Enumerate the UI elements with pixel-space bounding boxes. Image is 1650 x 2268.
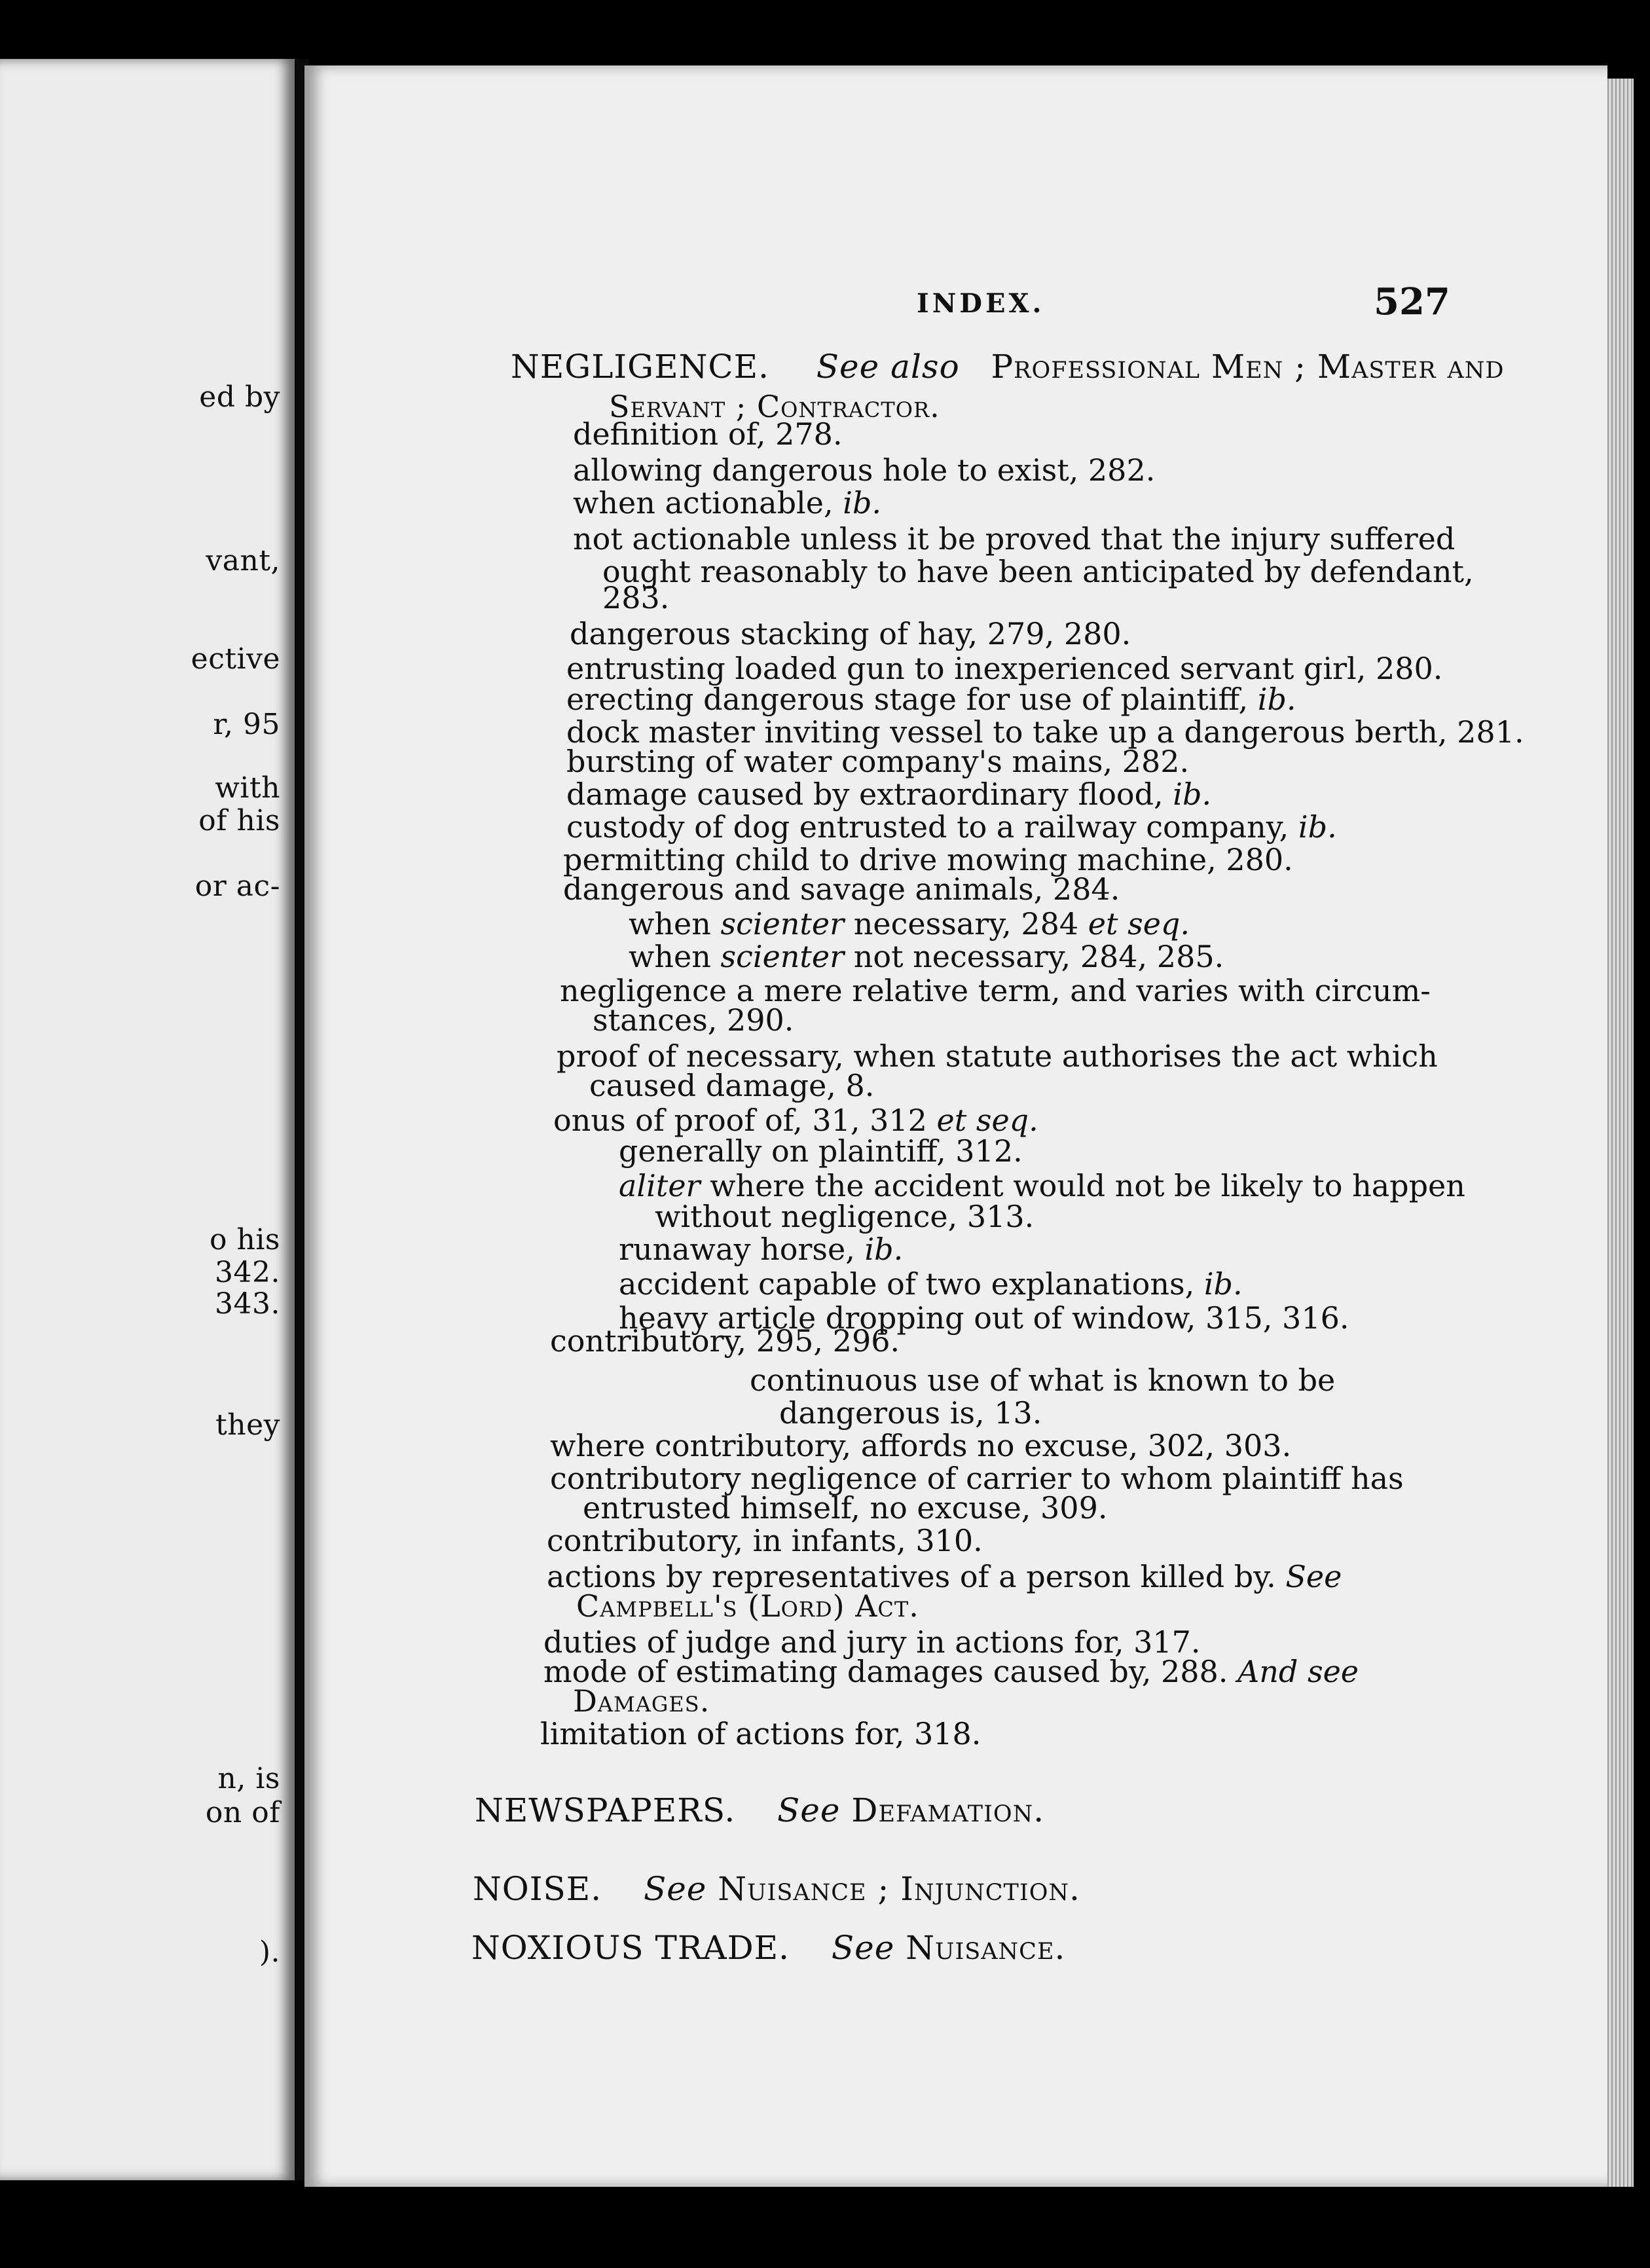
subentry-line: allowing dangerous hole to exist, 282. bbox=[573, 452, 1156, 488]
subentry-line: duties of judge and jury in actions for, 317. bbox=[543, 1624, 1201, 1660]
cross-reference: Nuisance. bbox=[906, 1929, 1066, 1967]
subentry-line: when scienter not necessary, 284, 285. bbox=[629, 939, 1224, 974]
cross-reference: Defamation. bbox=[851, 1791, 1045, 1829]
left-page bbox=[0, 59, 295, 2180]
subentry-line: erecting dangerous stage for use of plaintiff, ib. bbox=[566, 682, 1296, 717]
subentry-line: stances, 290. bbox=[593, 1002, 794, 1038]
right-page bbox=[304, 65, 1607, 2187]
subentry-line: mode of estimating damages caused by, 288. And see bbox=[543, 1654, 1359, 1689]
see-label: See bbox=[831, 1929, 895, 1967]
subentry-line: caused damage, 8. bbox=[589, 1068, 875, 1103]
entry-heading: NOISE. bbox=[473, 1870, 602, 1908]
subentry-line: contributory, in infants, 310. bbox=[547, 1523, 983, 1558]
subentry-line: contributory, 295, 296. bbox=[550, 1323, 900, 1359]
subentry-line: onus of proof of, 31, 312 et seq. bbox=[553, 1103, 1038, 1138]
subentry-line: aliter where the accident would not be likely to happen bbox=[619, 1168, 1465, 1203]
subentry-line: negligence a mere relative term, and varies with circum- bbox=[560, 973, 1431, 1008]
left-page-text-fragment: of his bbox=[198, 804, 280, 837]
see-also-refs-continued: Servant ; Contractor. bbox=[609, 389, 940, 424]
see-also-refs: Professional Men ; Master and bbox=[991, 348, 1505, 386]
subentry-line: not actionable unless it be proved that the injury suffered bbox=[573, 521, 1456, 557]
left-page-text-fragment: o his bbox=[210, 1223, 280, 1256]
entry-heading: NEGLIGENCE. bbox=[511, 348, 769, 386]
subentry-line: bursting of water company's mains, 282. bbox=[566, 744, 1190, 779]
subentry-line: dangerous stacking of hay, 279, 280. bbox=[570, 616, 1131, 651]
entry-heading: NOXIOUS TRADE. bbox=[471, 1929, 790, 1967]
see-also-label: See also bbox=[816, 348, 960, 386]
subentry-line: generally on plaintiff, 312. bbox=[619, 1133, 1023, 1169]
left-page-text-fragment: they bbox=[215, 1408, 280, 1442]
subentry-line: runaway horse, ib. bbox=[619, 1232, 904, 1267]
subentry-line: limitation of actions for, 318. bbox=[540, 1716, 981, 1751]
entry-heading: NEWSPAPERS. bbox=[475, 1791, 736, 1829]
subentry-line: continuous use of what is known to be bbox=[750, 1363, 1336, 1398]
left-page-text-fragment: 342. bbox=[215, 1256, 280, 1289]
index-entry-newspapers bbox=[475, 1791, 1045, 1829]
subentry-line: ought reasonably to have been anticipated by defendant, bbox=[602, 554, 1474, 589]
subentry-line: Campbell's (Lord) Act. bbox=[576, 1588, 919, 1624]
subentry-line: dangerous and savage animals, 284. bbox=[563, 871, 1120, 907]
left-page-text-fragment: on of bbox=[205, 1796, 280, 1829]
subentry-line: custody of dog entrusted to a railway company, ib. bbox=[566, 809, 1337, 845]
subentry-line: heavy article dropping out of window, 315, 316. bbox=[619, 1300, 1349, 1336]
subentry-line: actions by representatives of a person killed by. See bbox=[547, 1559, 1342, 1594]
subentry-line: when actionable, ib. bbox=[573, 485, 882, 521]
subentry-line: definition of, 278. bbox=[573, 416, 843, 452]
subentry-line: permitting child to drive mowing machine, 280. bbox=[563, 842, 1293, 877]
subentry-line: without negligence, 313. bbox=[655, 1199, 1035, 1234]
left-page-text-fragment: r, 95 bbox=[213, 708, 280, 741]
left-page-text-fragment: ed by bbox=[199, 380, 280, 414]
subentry-line: dock master inviting vessel to take up a dangerous berth, 281. bbox=[566, 714, 1524, 750]
left-page-text-fragment: 343. bbox=[215, 1287, 280, 1321]
running-head: INDEX. bbox=[917, 288, 1045, 319]
index-entry-noxious-trade bbox=[471, 1929, 1066, 1967]
left-page-text-fragment: or ac- bbox=[194, 869, 280, 903]
subentry-line: entrusted himself, no excuse, 309. bbox=[583, 1490, 1108, 1526]
subentry-line: entrusting loaded gun to inexperienced servant girl, 280. bbox=[566, 651, 1443, 686]
left-page-text-fragment: ective bbox=[191, 642, 280, 676]
left-page-text-fragment: ). bbox=[259, 1935, 280, 1969]
subentry-line: where contributory, affords no excuse, 302, 303. bbox=[550, 1428, 1292, 1463]
left-page-text-fragment: vant, bbox=[206, 544, 280, 577]
page-number: 527 bbox=[1374, 280, 1450, 323]
subentry-line: when scienter necessary, 284 et seq. bbox=[629, 906, 1190, 942]
subentry-line: proof of necessary, when statute authorises the act which bbox=[557, 1038, 1438, 1074]
see-label: See bbox=[643, 1870, 707, 1908]
subentry-line: dangerous is, 13. bbox=[779, 1395, 1042, 1431]
subentry-line: contributory negligence of carrier to whom plaintiff has bbox=[550, 1461, 1404, 1496]
cross-reference: Nuisance ; Injunction. bbox=[718, 1870, 1080, 1908]
subentry-line: Damages. bbox=[573, 1683, 710, 1719]
subentry-line: accident capable of two explanations, ib. bbox=[619, 1266, 1243, 1302]
left-page-text-fragment: with bbox=[215, 771, 280, 805]
subentry-line: damage caused by extraordinary flood, ib. bbox=[566, 777, 1212, 812]
left-page-text-fragment: n, is bbox=[217, 1762, 280, 1795]
subentry-line: 283. bbox=[602, 580, 670, 615]
index-entry-noise bbox=[473, 1870, 1080, 1908]
see-label: See bbox=[777, 1791, 841, 1829]
